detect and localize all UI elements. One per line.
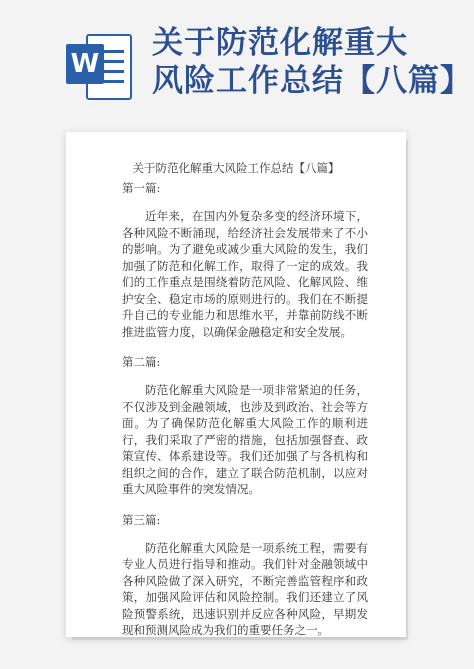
section-paragraph: 近年来，在国内外复杂多变的经济环境下，各种风险不断涌现，给经济社会发展带来了不小的影响。为了避免或减少重大风险的发生，我们加强了防范和化解工作，取得了一定的成效。我们的工作重点是围绕着防范风险、化解风险、维护安全、稳定市场的原则进行的。我们在不断提升自己的专业能力和思维水平，并靠前防线不断推进监管力度，以确保金融稳定和安全发展。 xyxy=(122,209,368,339)
document-page xyxy=(66,132,406,637)
section-heading: 第一篇: xyxy=(122,181,161,195)
banner-title xyxy=(152,24,470,100)
section-heading: 第二篇: xyxy=(122,355,161,369)
document-body xyxy=(122,180,368,639)
word-doc-icon xyxy=(66,28,132,102)
word-badge: W xyxy=(66,44,104,84)
section-paragraph: 防范化解重大风险是一项非常紧迫的任务，不仅涉及到金融领域，也涉及到政治、社会等方面。为了确保防范化解重大风险工作的顺利进行，我们采取了严密的措施，包括加强督查、政策宣传、体系建设等。我们还加强了与各机构和组织之间的合作，建立了联合防范机制，以应对重大风险事件的突发情况。 xyxy=(122,383,368,496)
document-title: 关于防范化解重大风险工作总结【八篇】 xyxy=(132,161,340,175)
banner-title-line2: 风险工作总结【八篇】 xyxy=(152,63,472,99)
banner-title-line1: 关于防范化解重大 xyxy=(152,25,408,61)
section-paragraph: 防范化解重大风险是一项系统工程，需要有专业人员进行指导和推动。我们针对金融领域中各种风险做了深入研究，不断完善监管程序和政策，加强风险评估和风险控制。我们还建立了风险预警系统，迅速识别并反应各种风险，早期发现和预测风险成为我们的重要任务之一。 xyxy=(122,540,368,637)
banner xyxy=(0,0,474,118)
section-heading: 第三篇: xyxy=(122,512,161,527)
